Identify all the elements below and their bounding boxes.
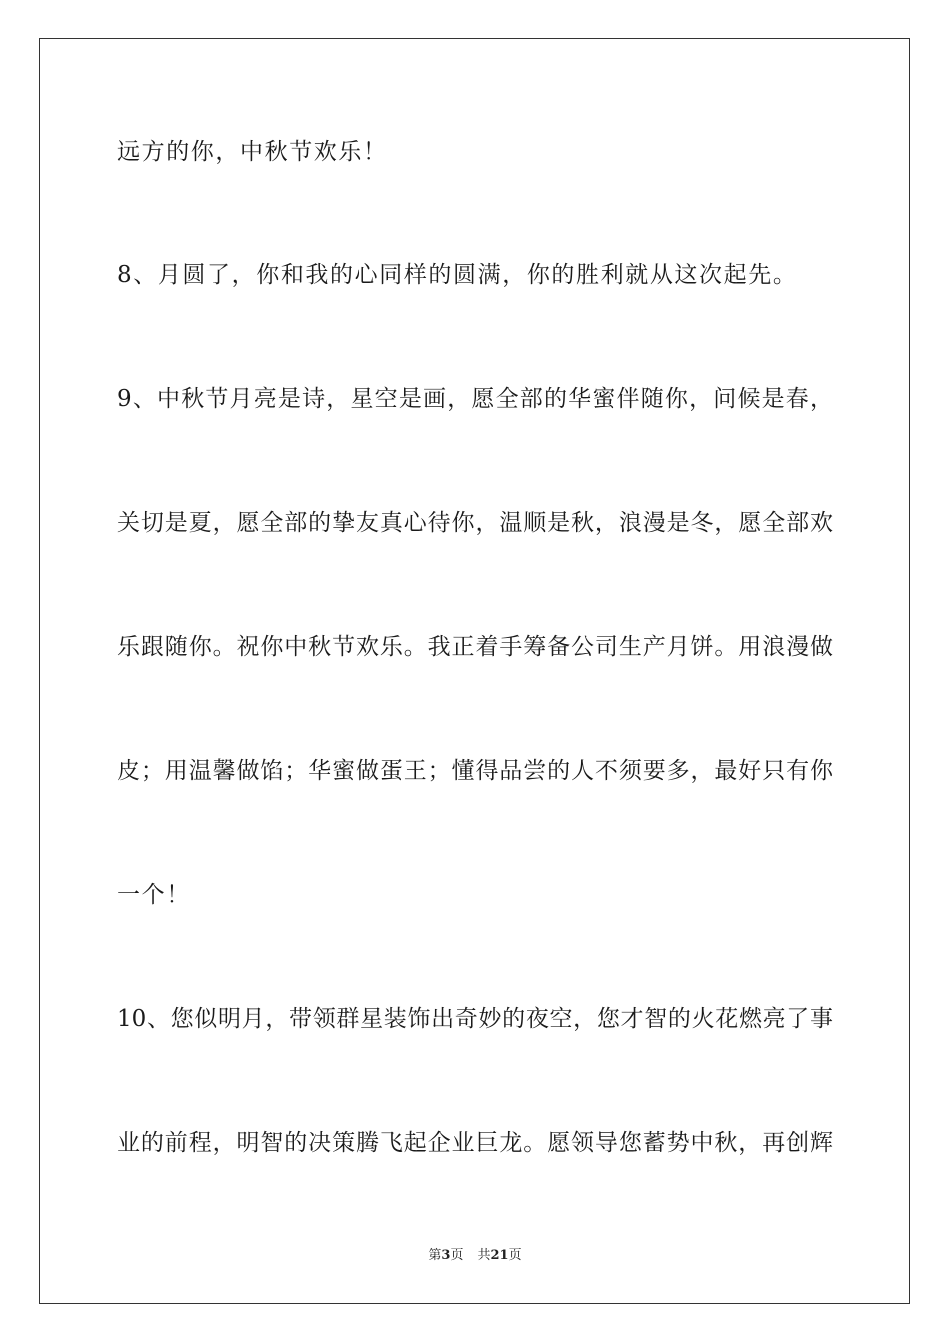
page-footer	[0, 1247, 950, 1265]
text-line-3: 9、中秋节月亮是诗，星空是画，愿全部的华蜜伴随你，问候是春，	[117, 386, 833, 412]
text-line-7: 一个！	[117, 882, 191, 908]
text-line-9: 业的前程，明智的决策腾飞起企业巨龙。愿领导您蓄势中秋，再创辉	[117, 1130, 833, 1156]
text-line-8: 10、您似明月，带领群星装饰出奇妙的夜空，您才智的火花燃亮了事	[117, 1006, 833, 1032]
page-border	[39, 38, 910, 1304]
text-line-6: 皮；用温馨做馅；华蜜做蛋王；懂得品尝的人不须要多，最好只有你	[117, 758, 833, 784]
total-pages: 21	[490, 1248, 509, 1263]
page-number: 3	[441, 1248, 451, 1263]
text-line-2: 8、月圆了，你和我的心同样的圆满，你的胜利就从这次起先。	[117, 262, 798, 288]
page-suffix: 页	[450, 1248, 464, 1263]
text-line-4: 关切是夏，愿全部的挚友真心待你，温顺是秋，浪漫是冬，愿全部欢	[117, 510, 833, 536]
text-line-5: 乐跟随你。祝你中秋节欢乐。我正着手筹备公司生产月饼。用浪漫做	[117, 634, 833, 660]
text-line-1: 远方的你，中秋节欢乐！	[117, 139, 388, 165]
page-prefix: 第	[428, 1248, 442, 1263]
total-prefix: 共	[477, 1248, 491, 1263]
total-suffix: 页	[508, 1248, 522, 1263]
